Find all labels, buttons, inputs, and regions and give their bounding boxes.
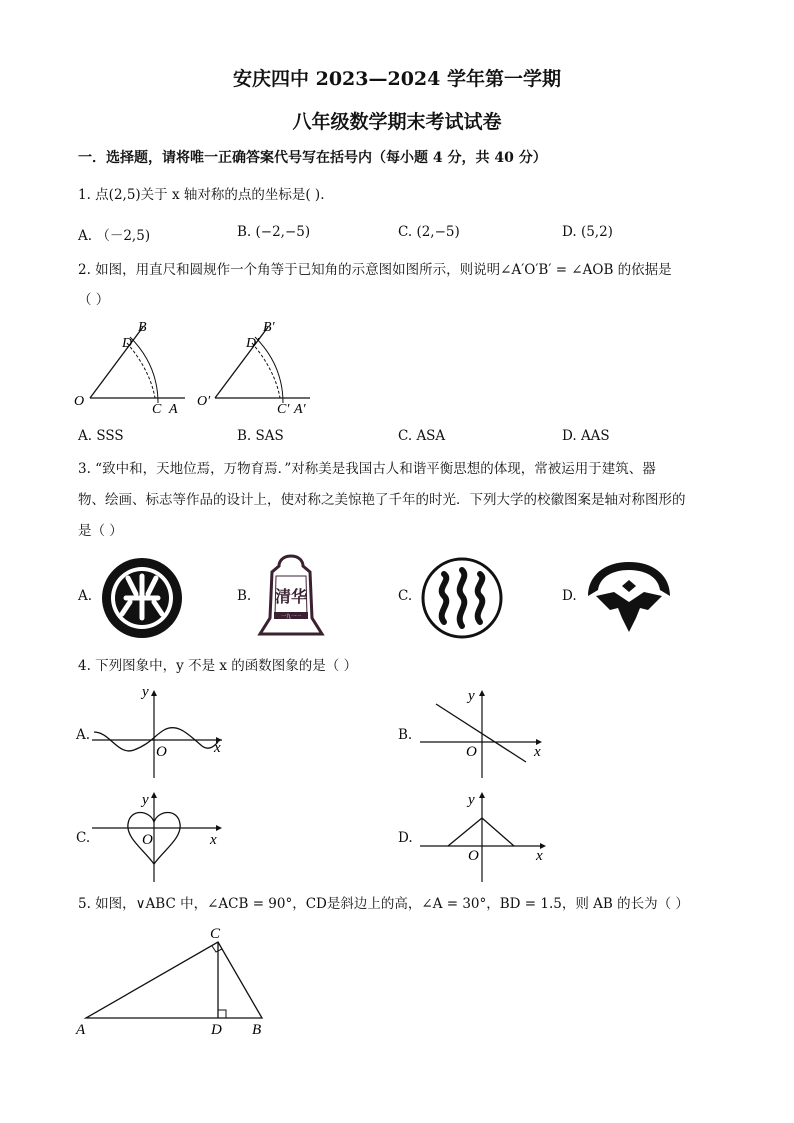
label-c: C xyxy=(210,926,221,942)
right-triangle-figure xyxy=(70,922,280,1042)
badge-text: 清华 xyxy=(274,589,308,606)
q4-option-c-letter: C. xyxy=(76,830,91,846)
label-a-prime: A′ xyxy=(294,402,306,417)
q1-option-c xyxy=(398,224,460,240)
option-letter: A. xyxy=(78,428,93,444)
option-text: (5,2) xyxy=(580,224,613,240)
y-axis-label: y xyxy=(468,688,475,704)
option-letter: A. xyxy=(78,228,93,244)
q2-option-b xyxy=(237,428,284,444)
x-axis-label: x xyxy=(210,832,217,848)
question-2-stem: 2. 如图，用直尺和圆规作一个角等于已知角的示意图如图所示，则说明∠A′O′B′ = ∠AOB 的依据是 xyxy=(78,262,672,278)
option-text: AAS xyxy=(580,428,610,444)
y-axis-label: y xyxy=(142,792,149,808)
x-axis-label: x xyxy=(534,744,541,760)
option-text: SSS xyxy=(96,428,124,444)
question-1-stem: 1. 点(2,5)关于 x 轴对称的点的坐标是( ). xyxy=(78,187,325,203)
page-subtitle: 八年级数学期末考试试卷 xyxy=(292,111,502,133)
section-heading: 一．选择题，请将唯一正确答案代号写在括号内（每小题 4 分，共 40 分） xyxy=(78,150,547,166)
option-letter: D. xyxy=(562,224,577,240)
label-d: D xyxy=(211,1022,222,1038)
origin-label: O xyxy=(466,744,477,760)
option-letter: B. xyxy=(237,428,252,444)
label-a: A xyxy=(76,1022,86,1038)
option-letter: C. xyxy=(398,224,413,240)
label-b: B xyxy=(138,320,147,335)
origin-label: O xyxy=(142,832,153,848)
label-o-prime: O′ xyxy=(197,394,211,409)
q1-option-a xyxy=(78,224,150,244)
option-text: (−2,−5) xyxy=(255,224,311,240)
question-3-line1: 3. “致中和，天地位焉，万物育焉．”对称美是我国古人和谐平衡思想的体现，常被运用于建筑、器 xyxy=(78,461,656,477)
y-axis-label: y xyxy=(468,792,475,808)
graph-a-sine-wave xyxy=(92,686,232,780)
x-axis-label: x xyxy=(536,848,543,864)
q3-option-a-letter: A. xyxy=(78,588,93,604)
emblem-wave-circle-icon xyxy=(420,556,504,640)
x-axis-label: x xyxy=(214,740,221,756)
q4-option-a-letter: A. xyxy=(76,727,91,743)
q4-option-d-letter: D. xyxy=(398,830,413,846)
label-c-prime: C′ xyxy=(277,402,290,417)
question-5-stem: 5. 如图，∨ABC 中，∠ACB = 90°，CD是斜边上的高，∠A = 30°，BD = 1.5，则 AB 的长为（ ） xyxy=(78,896,689,912)
angle-construction-figure xyxy=(70,315,400,420)
label-b-prime: B′ xyxy=(263,320,275,335)
q3-option-b-letter: B. xyxy=(237,588,252,604)
question-4-stem: 4. 下列图象中，y 不是 x 的函数图象的是（ ） xyxy=(78,658,358,674)
label-b: B xyxy=(252,1022,262,1038)
q1-option-d xyxy=(562,224,613,240)
graph-d-triangle xyxy=(416,788,556,884)
q4-option-b-letter: B. xyxy=(398,727,413,743)
label-d-prime: D′ xyxy=(246,336,260,351)
question-3-line3: 是（ ） xyxy=(78,523,123,539)
graph-c-heart xyxy=(92,788,232,884)
q3-option-c-letter: C. xyxy=(398,588,413,604)
question-3-line2: 物、绘画、标志等作品的设计上，使对称之美惊艳了千年的时光．下列大学的校徽图案是轴对称图形的 xyxy=(78,492,686,508)
page-title: 安庆四中 2023—2024 学年第一学期 xyxy=(233,68,561,90)
option-text: （－2,5) xyxy=(96,228,151,244)
figure-copied-angle xyxy=(197,320,310,417)
option-text: SAS xyxy=(255,428,284,444)
figure-original-angle xyxy=(74,320,185,417)
emblem-eagle-icon xyxy=(584,558,674,636)
y-axis-label: y xyxy=(142,686,149,700)
option-text: ASA xyxy=(416,428,446,444)
q2-option-a xyxy=(78,428,124,444)
emblem-tsinghua-bell-icon xyxy=(256,552,326,640)
q2-option-d xyxy=(562,428,610,444)
q1-option-b xyxy=(237,224,310,240)
label-c: C xyxy=(152,402,162,417)
option-text: (2,−5) xyxy=(416,224,460,240)
origin-label: O xyxy=(468,848,479,864)
q2-option-c xyxy=(398,428,445,444)
option-letter: B. xyxy=(237,224,252,240)
emblem-peking-university-icon xyxy=(100,556,184,640)
q3-option-d-letter: D. xyxy=(562,588,577,604)
label-o: O xyxy=(74,394,85,409)
label-a: A xyxy=(169,402,178,417)
origin-label: O xyxy=(156,744,167,760)
label-d: D xyxy=(122,336,133,351)
graph-b-line xyxy=(416,686,556,780)
question-2-stem-cont: （ ） xyxy=(78,292,110,308)
option-letter: C. xyxy=(398,428,413,444)
badge-year: 一九一一 xyxy=(280,615,302,620)
option-letter: D. xyxy=(562,428,577,444)
